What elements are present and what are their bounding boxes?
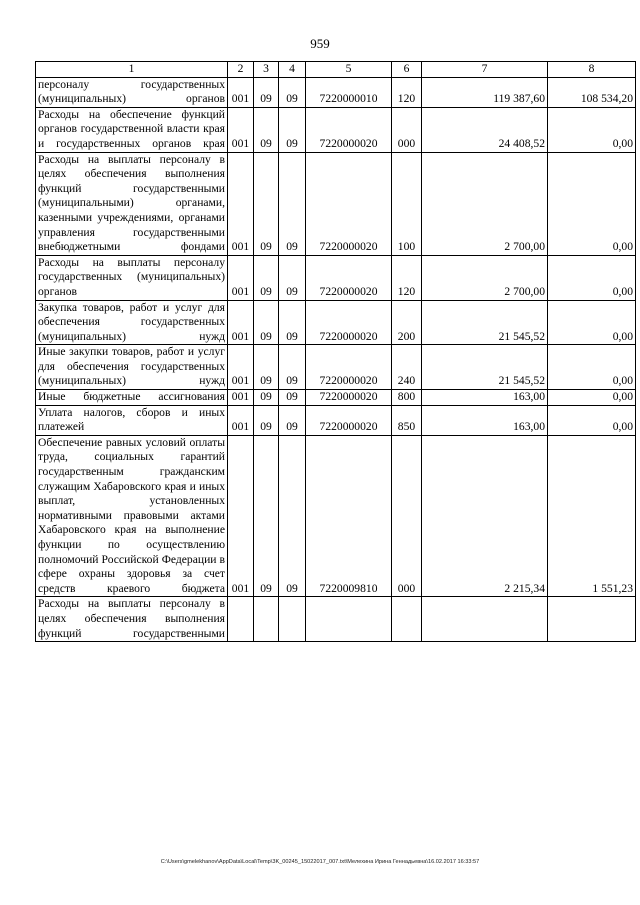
table-row <box>36 435 636 597</box>
expense-type-code: 120 <box>392 77 422 107</box>
row-description: Иные бюджетные ассигнования <box>36 390 228 406</box>
table-header <box>36 62 636 78</box>
row-description: Расходы на выплаты персоналу государственных (муниципальных) органов <box>36 255 228 300</box>
row-description: Закупка товаров, работ и услуг для обеспечения государственных (муниципальных) нужд <box>36 300 228 345</box>
subsection-code: 09 <box>254 300 279 345</box>
subsection-code: 09 <box>254 107 279 152</box>
table-row <box>36 345 636 390</box>
table-row <box>36 597 636 642</box>
row-description: Уплата налогов, сборов и иных платежей <box>36 405 228 435</box>
table-row <box>36 255 636 300</box>
subsection-code: 09 <box>254 255 279 300</box>
item-code: 09 <box>279 152 306 255</box>
executed-amount: 0,00 <box>548 345 636 390</box>
planned-amount: 21 545,52 <box>422 300 548 345</box>
target-article-code: 7220000020 <box>306 255 392 300</box>
row-description: Обеспечение равных условий оплаты труда, социальных гарантий государственным гражданским служащим Хабаровского края и иных выплат, установленных нормативными правовыми актами Хабаровского края на выполнение функции по осуществлению полномочий Российской Федерации в сфере охраны здоровья за счет средств краевого бюджета <box>36 435 228 597</box>
table-row <box>36 107 636 152</box>
section-code: 001 <box>228 300 254 345</box>
item-code: 09 <box>279 390 306 406</box>
column-header: 7 <box>422 62 548 78</box>
executed-amount: 0,00 <box>548 390 636 406</box>
planned-amount <box>422 597 548 642</box>
column-header: 3 <box>254 62 279 78</box>
executed-amount: 0,00 <box>548 405 636 435</box>
target-article-code: 7220000010 <box>306 77 392 107</box>
column-header: 4 <box>279 62 306 78</box>
column-header: 1 <box>36 62 228 78</box>
section-code: 001 <box>228 345 254 390</box>
item-code: 09 <box>279 77 306 107</box>
target-article-code: 7220000020 <box>306 405 392 435</box>
row-description: Расходы на выплаты персоналу в целях обеспечения выполнения функций государственными (муниципальными) органами, казенными учреждениями, органами управления государственными внебюджетными фондами <box>36 152 228 255</box>
section-code: 001 <box>228 107 254 152</box>
executed-amount: 1 551,23 <box>548 435 636 597</box>
table-row <box>36 390 636 406</box>
section-code: 001 <box>228 405 254 435</box>
section-code: 001 <box>228 255 254 300</box>
planned-amount: 21 545,52 <box>422 345 548 390</box>
row-description: персоналу государственных (муниципальных) органов <box>36 77 228 107</box>
executed-amount: 0,00 <box>548 152 636 255</box>
target-article-code: 7220009810 <box>306 435 392 597</box>
planned-amount: 2 700,00 <box>422 255 548 300</box>
section-code <box>228 597 254 642</box>
item-code: 09 <box>279 255 306 300</box>
expense-type-code: 000 <box>392 107 422 152</box>
planned-amount: 24 408,52 <box>422 107 548 152</box>
target-article-code: 7220000020 <box>306 152 392 255</box>
expense-type-code: 200 <box>392 300 422 345</box>
expense-type-code: 850 <box>392 405 422 435</box>
item-code: 09 <box>279 435 306 597</box>
item-code <box>279 597 306 642</box>
executed-amount: 0,00 <box>548 300 636 345</box>
executed-amount: 0,00 <box>548 107 636 152</box>
expense-type-code: 000 <box>392 435 422 597</box>
column-header: 8 <box>548 62 636 78</box>
subsection-code <box>254 597 279 642</box>
item-code: 09 <box>279 300 306 345</box>
executed-amount: 108 534,20 <box>548 77 636 107</box>
expense-type-code: 100 <box>392 152 422 255</box>
table-row <box>36 405 636 435</box>
expense-type-code: 800 <box>392 390 422 406</box>
target-article-code: 7220000020 <box>306 345 392 390</box>
section-code: 001 <box>228 77 254 107</box>
executed-amount: 0,00 <box>548 255 636 300</box>
subsection-code: 09 <box>254 405 279 435</box>
expense-type-code <box>392 597 422 642</box>
planned-amount: 163,00 <box>422 390 548 406</box>
table-row <box>36 300 636 345</box>
expense-type-code: 240 <box>392 345 422 390</box>
column-header: 5 <box>306 62 392 78</box>
section-code: 001 <box>228 435 254 597</box>
column-header: 6 <box>392 62 422 78</box>
target-article-code: 7220000020 <box>306 107 392 152</box>
table-body <box>36 77 636 642</box>
target-article-code <box>306 597 392 642</box>
executed-amount <box>548 597 636 642</box>
subsection-code: 09 <box>254 152 279 255</box>
subsection-code: 09 <box>254 345 279 390</box>
subsection-code: 09 <box>254 435 279 597</box>
row-description: Иные закупки товаров, работ и услуг для обеспечения государственных (муниципальных) нужд <box>36 345 228 390</box>
row-description: Расходы на выплаты персоналу в целях обеспечения выполнения функций государственными <box>36 597 228 642</box>
page-number: 959 <box>310 36 330 51</box>
item-code: 09 <box>279 107 306 152</box>
item-code: 09 <box>279 405 306 435</box>
target-article-code: 7220000020 <box>306 300 392 345</box>
planned-amount: 119 387,60 <box>422 77 548 107</box>
table-row <box>36 152 636 255</box>
row-description: Расходы на обеспечение функций органов государственной власти края и государственных органов края <box>36 107 228 152</box>
budget-table <box>35 61 636 642</box>
expense-type-code: 120 <box>392 255 422 300</box>
table-row <box>36 77 636 107</box>
section-code: 001 <box>228 390 254 406</box>
subsection-code: 09 <box>254 390 279 406</box>
subsection-code: 09 <box>254 77 279 107</box>
file-path-footer: C:\Users\gmelekhanov\AppData\Local\Temp\3K_00245_15022017_007.txt\Мелехина Ирина Геннадьевна\16.02.2017 16:33:57 <box>160 859 480 865</box>
planned-amount: 163,00 <box>422 405 548 435</box>
column-header: 2 <box>228 62 254 78</box>
section-code: 001 <box>228 152 254 255</box>
planned-amount: 2 215,34 <box>422 435 548 597</box>
item-code: 09 <box>279 345 306 390</box>
target-article-code: 7220000020 <box>306 390 392 406</box>
planned-amount: 2 700,00 <box>422 152 548 255</box>
